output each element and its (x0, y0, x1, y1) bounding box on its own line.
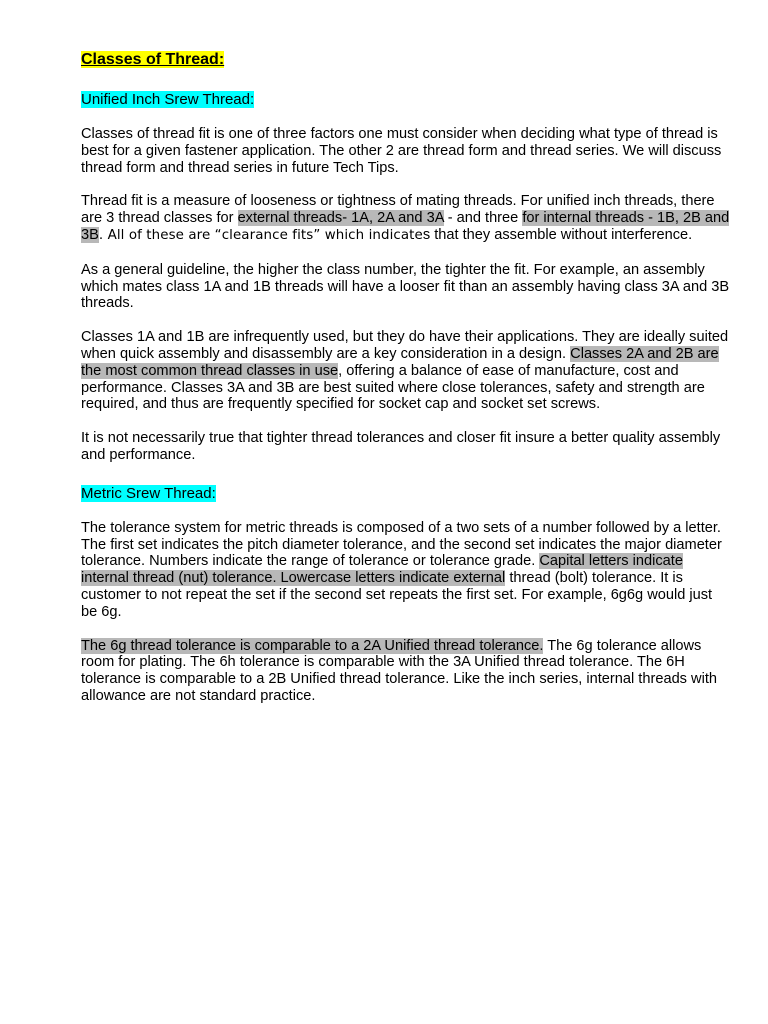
page-title (81, 50, 731, 70)
unified-p4-text-b: , offering a balance of ease of manufacture, cost and performance. Classes 3A and 3B are best suited where close tolerances, safety and strength are required, and thus are frequently specified for socket cap and socket set screws. (81, 362, 705, 413)
unified-p2-highlight-internal: for internal threads - 1B, 2B and 3B (81, 210, 730, 243)
unified-p2-text-c: . All of these are “clearance fits” which indicate (98, 227, 423, 243)
document-page (81, 50, 731, 705)
metric-p1-text-a: The tolerance system for metric threads is composed of a two sets of a number followed by a letter. The first set indicates the pitch diameter tolerance, and the second set indicates the major diameter tolerance. Numbers indicate the range of tolerance or tolerance grade. (81, 519, 722, 570)
metric-p2-highlight: The 6g thread tolerance is comparable to a 2A Unified thread tolerance. (81, 637, 544, 654)
metric-p1-highlight: Capital letters indicate internal thread (nut) tolerance. Lowercase letters indicate external (81, 553, 683, 587)
unified-paragraph-4 (81, 329, 731, 413)
section-heading-metric-text: Metric Srew Thread: (81, 484, 216, 502)
unified-p2-text-a: Thread fit is a measure of looseness or tightness of mating threads. For unified inch threads, there are 3 thread classes for (81, 193, 715, 227)
metric-paragraph-2 (81, 638, 731, 705)
section-heading-unified-text: Unified Inch Srew Thread: (81, 91, 255, 108)
metric-paragraph-1 (81, 520, 731, 621)
unified-p4-text-a: Classes 1A and 1B are infrequently used, but they do have their applications. They are ideally suited when quick assembly and disassembly are a key consideration in a design. (81, 329, 729, 362)
section-heading-unified (81, 91, 731, 109)
section-heading-metric (81, 485, 731, 503)
unified-p2-highlight-external: external threads- 1A, 2A and 3A (237, 210, 444, 227)
unified-p4-highlight: Classes 2A and 2B are the most common thread classes in use (81, 345, 719, 379)
metric-p2-text-b: The 6g tolerance allows room for plating. The 6h tolerance is comparable with the 3A Unified thread tolerance. The 6H tolerance is comparable to a 2B Unified thread tolerance. Like the inch series, internal threads with allowance are not standard practice. (81, 637, 717, 704)
unified-paragraph-1: Classes of thread fit is one of three factors one must consider when deciding what type of thread is best for a given fastener application. The other 2 are thread form and thread series. We will discuss thread form and thread series in future Tech Tips. (81, 126, 722, 176)
unified-p2-text-d: s that they assemble without interference. (422, 226, 693, 243)
metric-p1-text-b: thread (bolt) tolerance. It is customer to not repeat the set if the second set repeats the first set. For example, 6g6g would just be 6g. (81, 570, 713, 620)
unified-paragraph-5: It is not necessarily true that tighter thread tolerances and closer fit insure a better quality assembly and performance. (81, 430, 721, 463)
unified-paragraph-2 (81, 193, 731, 244)
unified-p2-text-b: - and three (443, 210, 523, 227)
page-title-text: Classes of Thread: (81, 51, 225, 68)
unified-paragraph-3: As a general guideline, the higher the class number, the tighter the fit. For example, an assembly which mates class 1A and 1B threads will have a looser fit than an assembly having class 3A and 3B threads. (81, 261, 730, 312)
